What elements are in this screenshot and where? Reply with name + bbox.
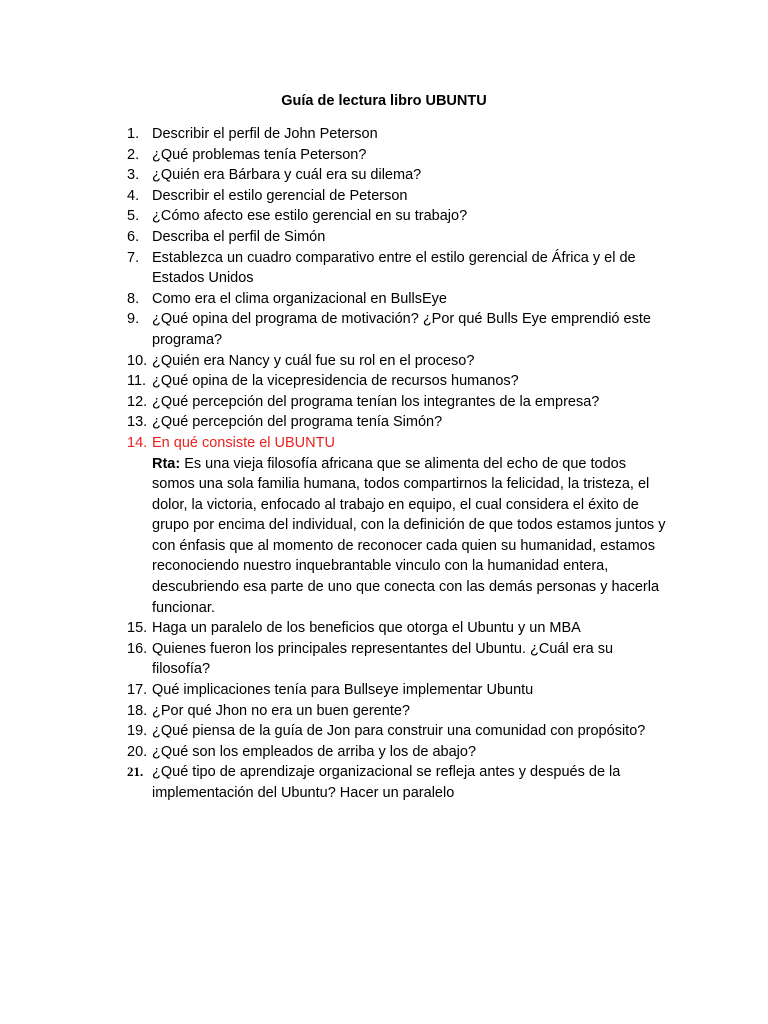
question-number: 3. [127,167,140,184]
question-item [127,309,672,350]
question-text: Como era el clima organizacional en BullsEye [152,290,447,307]
document-title: Guía de lectura libro UBUNTU [281,93,487,109]
question-number: 2. [127,146,140,163]
question-item-highlighted [127,433,672,454]
question-text: Establezca un cuadro comparativo entre el estilo gerencial de África y el de Estados Unidos [152,249,636,287]
question-item [127,186,672,207]
question-text: ¿Qué son los empleados de arriba y los de abajo? [152,743,477,760]
question-number: 7. [127,249,140,266]
question-text: ¿Qué problemas tenía Peterson? [152,146,367,163]
question-item [127,618,672,639]
question-text: ¿Por qué Jhon no era un buen gerente? [152,702,410,719]
question-item [127,371,672,392]
question-number: 12. [127,393,148,410]
question-text: ¿Qué opina de la vicepresidencia de recursos humanos? [152,373,519,390]
question-number: 20. [127,743,148,760]
question-text: Quienes fueron los principales representantes del Ubuntu. ¿Cuál era su filosofía? [152,640,614,678]
question-text: ¿Qué percepción del programa tenía Simón? [152,414,443,431]
question-number: 8. [127,290,140,307]
question-number: 18. [127,702,148,719]
question-item [127,639,672,680]
answer-block [152,454,672,619]
question-text: ¿Qué opina del programa de motivación? ¿Por qué Bulls Eye emprendió este programa? [152,311,651,348]
question-text: ¿Qué tipo de aprendizaje organizacional se refleja antes y después de la implementación del Ubuntu? Hacer un paralelo [152,764,621,801]
question-item [127,289,672,310]
question-text: Describir el perfil de John Peterson [152,126,378,142]
answer-text: Es una vieja filosofía africana que se alimenta del echo de que todos somos una sola familia humana, todos compartirnos la felicidad, la tristeza, el dolor, la victoria, enfocado al trabajo en equipo, el cual considera el éxito de grupo por encima del individual, con la definición de que todos estamos juntos y con énfasis que al momento de reconocer cada quien su humanidad, estamos reconociendo nuestro inquebrantable vinculo con la humanidad entera, descubriendo esa parte de uno que conecta con las demás personas y hacerla funcionar. [152,455,666,616]
question-number: 17. [127,682,148,699]
question-item [127,762,672,803]
question-item [127,742,672,763]
question-number: 6. [127,228,140,245]
question-number: 4. [127,187,140,204]
question-text: ¿Cómo afecto ese estilo gerencial en su trabajo? [152,208,468,225]
question-number: 16. [127,640,148,657]
question-item [127,227,672,248]
question-number: 9. [127,311,140,328]
question-text: En qué consiste el UBUNTU [152,434,335,451]
question-item [127,721,672,742]
question-item [127,206,672,227]
question-text: Haga un paralelo de los beneficios que otorga el Ubuntu y un MBA [152,620,581,637]
answer-label: Rta: [152,455,181,472]
question-text: Describir el estilo gerencial de Peterson [152,187,408,204]
question-item [127,165,672,186]
question-number: 21. [127,764,144,780]
question-number: 1. [127,126,140,142]
question-item [127,680,672,701]
question-number: 10. [127,352,148,369]
question-item [127,351,672,372]
question-text: Qué implicaciones tenía para Bullseye implementar Ubuntu [152,682,534,699]
question-item [127,248,672,289]
question-number: 11. [127,373,147,390]
question-number: 5. [127,208,140,225]
question-number: 19. [127,723,148,740]
question-item [127,412,672,433]
question-number: 15. [127,620,148,637]
question-item [127,392,672,413]
question-number: 13. [127,414,148,431]
question-item [127,701,672,722]
question-text: ¿Quién era Bárbara y cuál era su dilema? [152,167,422,184]
question-text: ¿Qué percepción del programa tenían los integrantes de la empresa? [152,393,600,410]
question-number: 14. [127,434,148,451]
question-list [127,124,672,804]
question-item [127,145,672,166]
question-text: ¿Quién era Nancy y cuál fue su rol en el proceso? [152,352,475,369]
question-text: Describa el perfil de Simón [152,228,326,245]
question-text: ¿Qué piensa de la guía de Jon para construir una comunidad con propósito? [152,723,646,740]
question-item [127,124,672,145]
